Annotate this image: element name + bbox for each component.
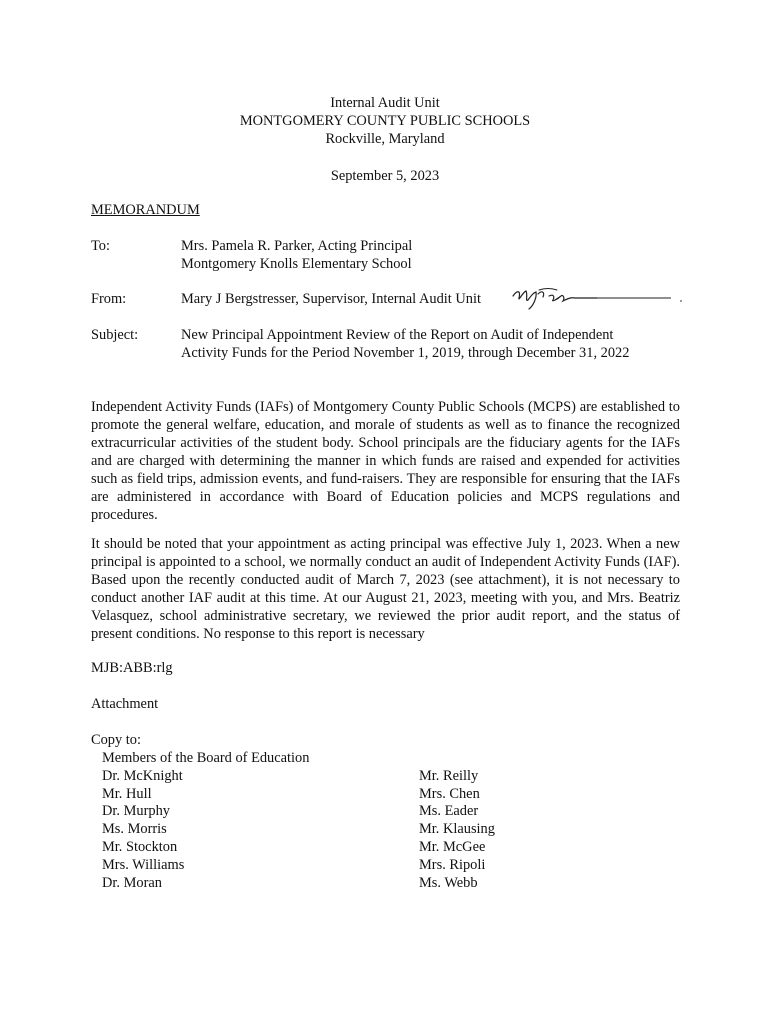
from-label: From: [91,291,127,307]
location: Rockville, Maryland [325,131,445,147]
body-paragraph-1: Independent Activity Funds (IAFs) of Montgomery County Public Schools (MCPS) are established to promote the general welfare, education, and morale of students as well as to finance the recognized extracurricular activities of the student body. School principals are the fiduciary agents for the IAFs and are charged with determining the manner in which funds are raised and expended for activities such as field trips, admission events, and fund-raisers. They are responsible for ensuring that the IAFs are administered in accordance with Board of Education policies and MCPS regulations and procedures. [91,399,680,523]
copy-recipient: Mrs. Williams [102,857,185,873]
to-recipient: Mrs. Pamela R. Parker, Acting Principal [181,238,413,254]
copy-recipient: Dr. McKnight [102,768,183,784]
copy-recipient: Mr. Hull [102,786,152,802]
body-paragraph-2: It should be noted that your appointment as acting principal was effective July 1, 2023. When a new principal is appointed to a school, we normally conduct an audit of Independent Activity Funds (IAF). Based upon the recently conducted audit of March 7, 2023 (see attachment), it is not necessary to conduct another IAF audit at this time. At our August 21, 2023, meeting with you, and Mrs. Beatriz Velasquez, school administrative secretary, we reviewed the prior audit report, and the status of present conditions. No response to this report is necessary [91,536,680,642]
copy-recipient: Dr. Murphy [102,803,170,819]
to-label: To: [91,238,110,254]
subject-label: Subject: [91,327,139,343]
reference-initials: MJB:ABB:rlg [91,660,173,676]
to-school: Montgomery Knolls Elementary School [181,256,412,272]
copy-recipient: Ms. Morris [102,821,167,837]
copy-recipient: Ms. Eader [419,803,479,819]
attachment-note: Attachment [91,696,159,712]
copy-recipient: Mr. Klausing [419,821,495,837]
signature [509,284,685,310]
from-sender: Mary J Bergstresser, Supervisor, Internal Audit Unit [181,291,481,307]
memo-title: MEMORANDUM [91,202,200,218]
copy-recipient: Mrs. Ripoli [419,857,486,873]
copy-recipient: Ms. Webb [419,875,478,891]
copy-recipient: Mr. Stockton [102,839,178,855]
copy-recipient: Mr. Reilly [419,768,479,784]
unit-name: Internal Audit Unit [330,95,440,111]
copy-recipient: Mr. McGee [419,839,486,855]
memo-date: September 5, 2023 [330,168,440,184]
copy-to-label: Copy to: [91,732,141,748]
subject-line-1: New Principal Appointment Review of the Report on Audit of Independent [181,327,614,343]
copy-recipient: Dr. Moran [102,875,162,891]
copy-board: Members of the Board of Education [102,750,310,766]
subject-line-2: Activity Funds for the Period November 1, 2019, through December 31, 2022 [181,345,630,361]
organization-name: MONTGOMERY COUNTY PUBLIC SCHOOLS [239,113,531,129]
copy-recipient: Mrs. Chen [419,786,480,802]
